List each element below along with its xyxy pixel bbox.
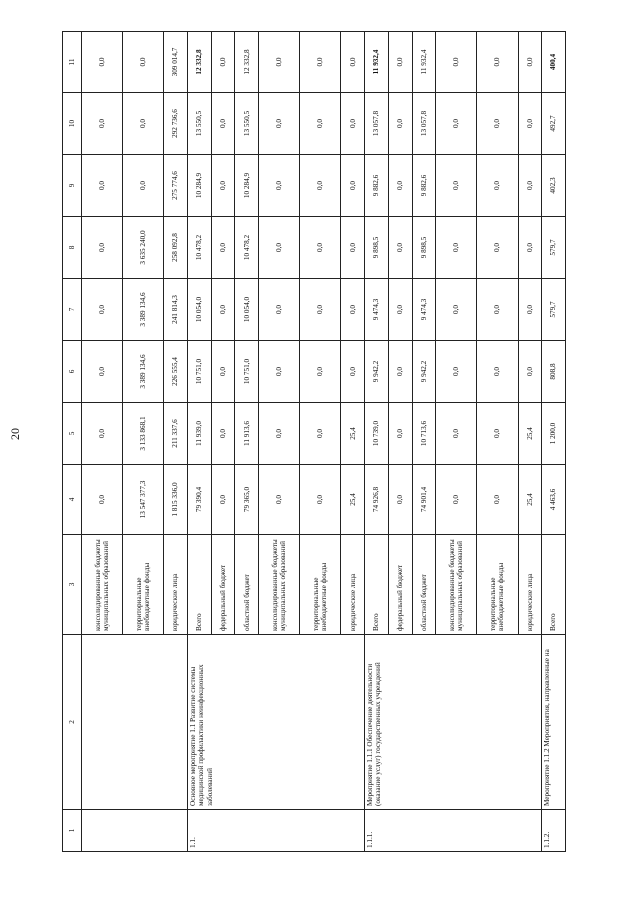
value-cell: 0,0 — [518, 93, 542, 155]
column-header: 1 — [63, 810, 82, 852]
value-cell: 10 751,0 — [187, 341, 211, 403]
value-cell: 3 389 134,6 — [123, 279, 164, 341]
value-cell: 0,0 — [123, 32, 164, 93]
value-cell: 0,0 — [300, 93, 341, 155]
value-cell: 4 463,6 — [542, 465, 566, 535]
value-cell: 0,0 — [211, 155, 235, 217]
value-cell: 10 284,9 — [187, 155, 211, 217]
value-cell: 0,0 — [436, 32, 477, 93]
value-cell: 3 389 134,6 — [123, 341, 164, 403]
value-cell: 1 200,0 — [542, 403, 566, 465]
item-number — [82, 810, 188, 852]
value-cell: 309 014,7 — [164, 32, 188, 93]
column-header: 5 — [63, 403, 82, 465]
value-cell: 0,0 — [300, 279, 341, 341]
value-cell: 0,0 — [436, 279, 477, 341]
value-cell: 0,0 — [518, 32, 542, 93]
value-cell: 0,0 — [211, 279, 235, 341]
value-cell: 0,0 — [300, 217, 341, 279]
value-cell: 74 926,8 — [365, 465, 389, 535]
value-cell: 9 898,5 — [412, 217, 436, 279]
value-cell: 10 054,0 — [187, 279, 211, 341]
value-cell: 0,0 — [341, 93, 365, 155]
column-header: 2 — [63, 635, 82, 810]
value-cell: 9 474,3 — [412, 279, 436, 341]
value-cell: 0,0 — [82, 341, 123, 403]
value-cell: 0,0 — [388, 32, 412, 93]
value-cell: 0,0 — [259, 155, 300, 217]
value-cell: 0,0 — [211, 465, 235, 535]
value-cell: 0,0 — [518, 279, 542, 341]
value-cell: 0,0 — [259, 217, 300, 279]
column-header: 9 — [63, 155, 82, 217]
table-row — [365, 32, 389, 852]
value-cell: 0,0 — [436, 155, 477, 217]
value-cell: 10 284,9 — [235, 155, 259, 217]
funding-source: консолидированные бюджеты муниципальных образований — [82, 535, 123, 635]
funding-source: территориальные внебюджетные фонды — [300, 535, 341, 635]
value-cell: 1 815 336,0 — [164, 465, 188, 535]
value-cell: 0,0 — [211, 217, 235, 279]
funding-source: территориальные внебюджетные фонды — [123, 535, 164, 635]
column-header: 10 — [63, 93, 82, 155]
value-cell: 0,0 — [259, 32, 300, 93]
value-cell: 10 713,6 — [412, 403, 436, 465]
value-cell: 492,7 — [542, 93, 566, 155]
item-name: Основное мероприятие 1.1 Развитие системы медицинской профилактики неинфекционных заболеваний — [187, 635, 364, 810]
value-cell: 0,0 — [518, 217, 542, 279]
value-cell: 0,0 — [477, 32, 518, 93]
value-cell: 258 092,8 — [164, 217, 188, 279]
item-number: 1.1.1. — [365, 810, 542, 852]
value-cell: 0,0 — [300, 32, 341, 93]
value-cell: 0,0 — [477, 155, 518, 217]
value-cell: 0,0 — [259, 341, 300, 403]
value-cell: 0,0 — [300, 155, 341, 217]
value-cell: 13 550,5 — [235, 93, 259, 155]
funding-source: юридические лица — [341, 535, 365, 635]
value-cell: 0,0 — [341, 341, 365, 403]
funding-source: Всего — [542, 535, 566, 635]
value-cell: 79 390,4 — [187, 465, 211, 535]
value-cell: 13 057,8 — [365, 93, 389, 155]
funding-source: территориальные внебюджетные фонды — [477, 535, 518, 635]
value-cell: 0,0 — [211, 93, 235, 155]
value-cell: 9 882,6 — [412, 155, 436, 217]
value-cell: 211 337,6 — [164, 403, 188, 465]
value-cell: 0,0 — [259, 93, 300, 155]
value-cell: 292 736,6 — [164, 93, 188, 155]
funding-source: федеральный бюджет — [211, 535, 235, 635]
value-cell: 0,0 — [82, 93, 123, 155]
value-cell: 0,0 — [211, 341, 235, 403]
value-cell: 10 054,0 — [235, 279, 259, 341]
value-cell: 579,7 — [542, 279, 566, 341]
value-cell: 0,0 — [388, 465, 412, 535]
item-name: Мероприятие 1.1.1 Обеспечение деятельности (оказание услуг) государственных учреждений — [365, 635, 542, 810]
item-number: 1.1. — [187, 810, 364, 852]
value-cell: 0,0 — [436, 403, 477, 465]
value-cell: 0,0 — [300, 465, 341, 535]
value-cell: 0,0 — [259, 465, 300, 535]
value-cell: 25,4 — [518, 403, 542, 465]
table-body — [82, 32, 566, 852]
value-cell: 0,0 — [123, 155, 164, 217]
funding-source: юридические лица — [518, 535, 542, 635]
funding-source: консолидированные бюджеты муниципальных образований — [436, 535, 477, 635]
value-cell: 0,0 — [518, 341, 542, 403]
column-header: 4 — [63, 465, 82, 535]
value-cell: 0,0 — [477, 217, 518, 279]
value-cell: 808,8 — [542, 341, 566, 403]
column-header: 8 — [63, 217, 82, 279]
value-cell: 9 942,2 — [365, 341, 389, 403]
value-cell: 10 739,0 — [365, 403, 389, 465]
value-cell: 0,0 — [82, 155, 123, 217]
column-header: 3 — [63, 535, 82, 635]
value-cell: 0,0 — [477, 93, 518, 155]
value-cell: 0,0 — [477, 403, 518, 465]
table-row — [187, 32, 211, 852]
value-cell: 9 474,3 — [365, 279, 389, 341]
value-cell: 241 814,3 — [164, 279, 188, 341]
value-cell: 74 901,4 — [412, 465, 436, 535]
funding-source: юридические лица — [164, 535, 188, 635]
value-cell: 13 057,8 — [412, 93, 436, 155]
value-cell: 25,4 — [341, 465, 365, 535]
value-cell: 0,0 — [388, 93, 412, 155]
value-cell: 11 932,4 — [365, 32, 389, 93]
value-cell: 0,0 — [477, 465, 518, 535]
value-cell: 0,0 — [341, 279, 365, 341]
value-cell: 11 932,4 — [412, 32, 436, 93]
value-cell: 0,0 — [477, 341, 518, 403]
funding-source: областной бюджет — [235, 535, 259, 635]
column-header: 11 — [63, 32, 82, 93]
item-number: 1.1.2. — [542, 810, 566, 852]
value-cell: 12 332,8 — [187, 32, 211, 93]
table-row — [542, 32, 566, 852]
value-cell: 0,0 — [82, 217, 123, 279]
funding-source: областной бюджет — [412, 535, 436, 635]
value-cell: 0,0 — [341, 155, 365, 217]
value-cell: 226 555,4 — [164, 341, 188, 403]
value-cell: 0,0 — [388, 341, 412, 403]
value-cell: 25,4 — [518, 465, 542, 535]
value-cell: 10 478,2 — [235, 217, 259, 279]
value-cell: 579,7 — [542, 217, 566, 279]
header-row — [63, 32, 82, 852]
funding-source: Всего — [187, 535, 211, 635]
value-cell: 0,0 — [388, 155, 412, 217]
column-header: 7 — [63, 279, 82, 341]
value-cell: 25,4 — [341, 403, 365, 465]
value-cell: 0,0 — [82, 32, 123, 93]
value-cell: 275 774,6 — [164, 155, 188, 217]
value-cell: 0,0 — [341, 217, 365, 279]
value-cell: 11 913,6 — [235, 403, 259, 465]
value-cell: 12 332,8 — [235, 32, 259, 93]
value-cell: 0,0 — [388, 403, 412, 465]
funding-source: Всего — [365, 535, 389, 635]
value-cell: 3 635 240,0 — [123, 217, 164, 279]
funding-source: федеральный бюджет — [388, 535, 412, 635]
value-cell: 0,0 — [82, 403, 123, 465]
funding-source: консолидированные бюджеты муниципальных образований — [259, 535, 300, 635]
value-cell: 9 942,2 — [412, 341, 436, 403]
value-cell: 0,0 — [388, 217, 412, 279]
value-cell: 9 882,6 — [365, 155, 389, 217]
value-cell: 0,0 — [259, 279, 300, 341]
value-cell: 0,0 — [211, 403, 235, 465]
column-header: 6 — [63, 341, 82, 403]
value-cell: 13 550,5 — [187, 93, 211, 155]
value-cell: 0,0 — [436, 341, 477, 403]
value-cell: 0,0 — [211, 32, 235, 93]
value-cell: 0,0 — [436, 217, 477, 279]
value-cell: 10 478,2 — [187, 217, 211, 279]
value-cell: 79 365,0 — [235, 465, 259, 535]
value-cell: 9 898,5 — [365, 217, 389, 279]
value-cell: 0,0 — [436, 465, 477, 535]
item-name: Мероприятие 1.1.2 Мероприятия, направленные на — [542, 635, 566, 810]
value-cell: 11 939,0 — [187, 403, 211, 465]
value-cell: 0,0 — [82, 279, 123, 341]
table-row — [82, 32, 123, 852]
value-cell: 0,0 — [518, 155, 542, 217]
value-cell: 3 133 868,1 — [123, 403, 164, 465]
value-cell: 0,0 — [123, 93, 164, 155]
value-cell: 402,3 — [542, 155, 566, 217]
value-cell: 400,4 — [542, 32, 566, 93]
value-cell: 0,0 — [300, 403, 341, 465]
rotated-table-wrapper — [62, 32, 566, 852]
item-name — [82, 635, 188, 810]
value-cell: 0,0 — [300, 341, 341, 403]
value-cell: 0,0 — [436, 93, 477, 155]
value-cell: 13 547 377,3 — [123, 465, 164, 535]
value-cell: 0,0 — [82, 465, 123, 535]
page-number: 20 — [8, 428, 22, 440]
value-cell: 0,0 — [341, 32, 365, 93]
value-cell: 0,0 — [388, 279, 412, 341]
budget-table — [62, 31, 566, 852]
value-cell: 0,0 — [259, 403, 300, 465]
value-cell: 10 751,0 — [235, 341, 259, 403]
value-cell: 0,0 — [477, 279, 518, 341]
